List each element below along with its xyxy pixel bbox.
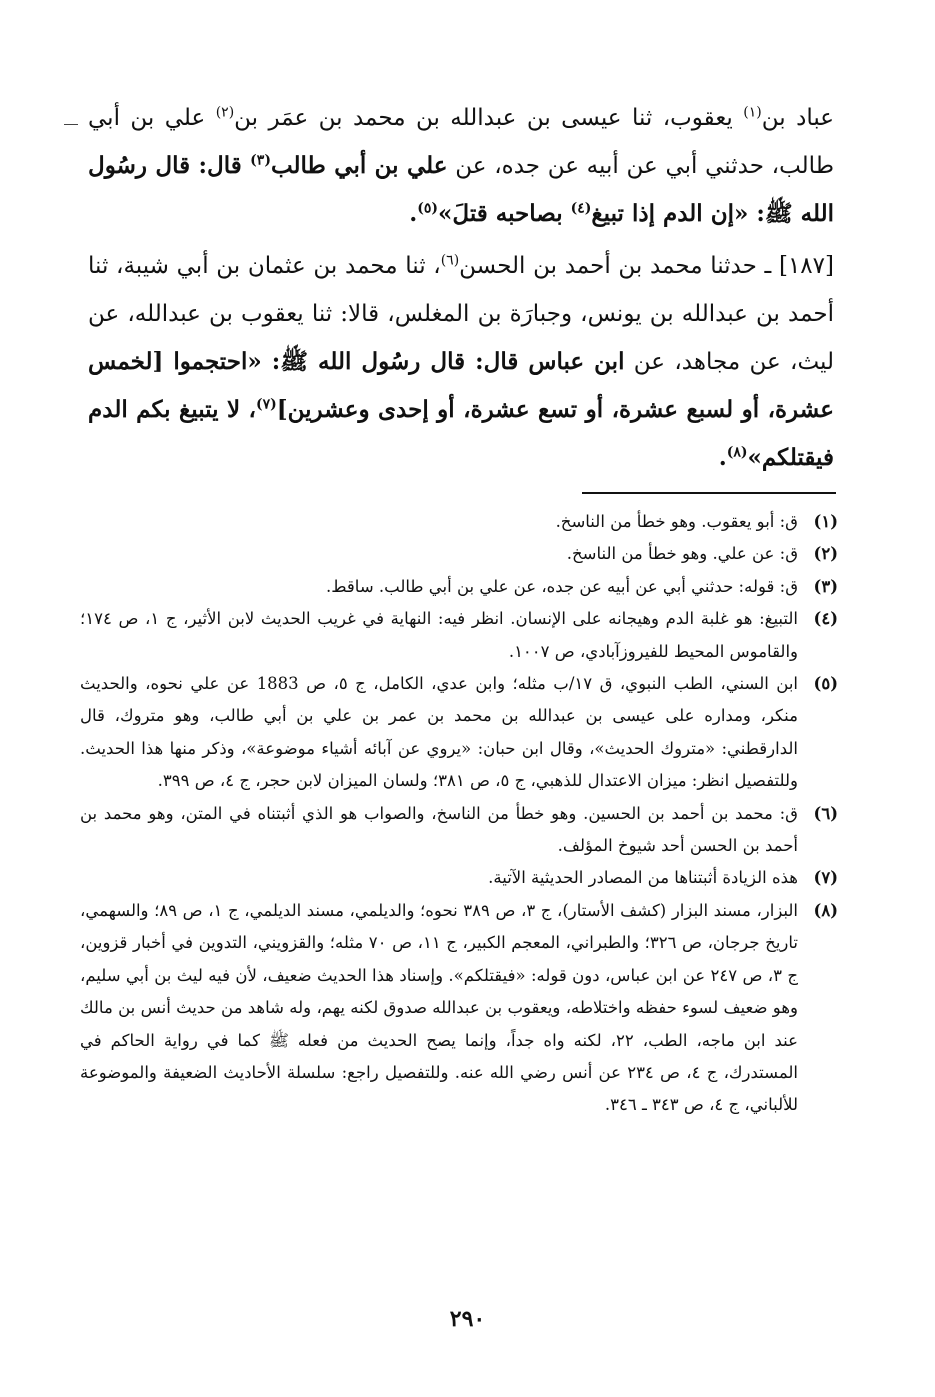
footnote-ref-3[interactable]: (٣) [250, 152, 271, 169]
footnote-ref-2[interactable]: (٢) [215, 104, 235, 121]
bold-hadith-text: ابن عباس قال: قال رسُول الله ﷺ: «احتجموا [لخمس عشرة، أو لسبع عشرة، أو تسع عشرة، أو إحدى وعشرين] [88, 348, 834, 423]
footnotes [80, 506, 838, 1122]
text-segment: [١٨٧] ـ حدثنا محمد بن أحمد بن الحسن [459, 253, 834, 279]
text-segment: عباد بن [761, 105, 834, 131]
text-segment: علي بن أبي طالب، حدثني أبي عن أبيه عن جده، عن [88, 105, 834, 179]
footnote-number: (٨) [813, 900, 838, 920]
text-segment: . [409, 200, 418, 227]
footnote-ref-6[interactable]: (٦) [440, 252, 460, 269]
footnote-ref-7[interactable]: (٧) [255, 396, 277, 413]
footnote-text: هذه الزيادة أثبتناها من المصادر الحديثية الآتية. [488, 868, 798, 888]
footnote-number: (٥) [813, 674, 838, 694]
footnote-number: (٤) [813, 609, 838, 629]
footnote-number: (٦) [813, 803, 838, 823]
main-text [88, 94, 834, 482]
page-number: ٢٩٠ [449, 1306, 486, 1332]
footnote-number: (٢) [813, 544, 838, 564]
footnote-item [80, 798, 838, 863]
footnote-text: البزار، مسند البزار (كشف الأستار)، ج ٣، ص ٣٨٩ نحوه؛ والديلمي، مسند الديلمي، ج ١، ص ٨٩؛ والسهمي، تاريخ جرجان، ص ٣٢٦؛ والطبراني، المعجم الكبير، ج ١١، ص ٧٠ مثله؛ والقزويني، التدوين في أخبار قزوين، ج ٣، ص ٢٤٧ عن ابن عباس، دون قوله: «فيقتلكم». وإسناد هذا الحديث ضعيف، لأن فيه ليث بن أبي سليم، وهو ضعيف لسوء حفظه واختلاطه، ويعقوب بن عبدالله صدوق لكنه يهم، وله شاهد من حديث أنس بن مالك عند ابن ماجه، الطب، ٢٢، لكنه واه جداً، وإنما يصح الحديث من فعله ﷺ كما في رواية الحاكم في المستدرك، ج ٤، ص ٢٣٤ عن أنس رضي الله عنه. وللتفصيل راجع: سلسلة الأحاديث الضعيفة والموضوعة للألباني، ج ٤، ص ٣٤٣ ـ ٣٤٦. [80, 900, 799, 1115]
footnote-separator [582, 492, 836, 494]
footnote-text: ق: محمد بن أحمد بن الحسين. وهو خطأ من الناسخ، والصواب هو الذي أثبتناه في المتن، وهو محمد بن أحمد بن الحسن أحد شيوخ المؤلف. [80, 803, 798, 856]
footnote-item [80, 603, 838, 668]
text-segment: . [718, 444, 727, 471]
footnote-item [80, 668, 838, 798]
hadith-paragraph-2 [88, 242, 834, 482]
footnote-ref-4[interactable]: (٤) [570, 200, 592, 217]
bold-hadith-text: بصاحبه قتلَ» [438, 200, 571, 227]
bold-narrator: علي بن أبي طالب [270, 152, 448, 179]
bold-hadith-text: قال: قال رسُول الله ﷺ: «إن الدم إذا تبيغ [88, 152, 834, 227]
footnote-number: (٧) [813, 868, 838, 888]
footnote-ref-8[interactable]: (٨) [726, 444, 748, 461]
footnote-item [80, 862, 838, 894]
footnote-text: ق: عن علي. وهو خطأ من الناسخ. [566, 544, 798, 564]
text-segment: يعقوب، ثنا عيسى بن عبدالله بن محمد بن عمَر بن [234, 105, 744, 131]
margin-mark [64, 124, 78, 125]
footnote-ref-5[interactable]: (٥) [417, 200, 439, 217]
footnote-item [80, 506, 838, 538]
footnote-item [80, 538, 838, 570]
footnote-text: التبيغ: هو غلبة الدم وهيجانه على الإنسان. انظر فيه: النهاية في غريب الحديث لابن الأثير، ج ١، ص ١٧٤؛ والقاموس المحيط للفيروزآبادي، ص ١٠٠٧. [80, 609, 798, 661]
footnote-text: ق: قوله: حدثني أبي عن أبيه عن جده، عن علي بن أبي طالب. ساقط. [326, 576, 798, 596]
footnote-text: ق: أبو يعقوب. وهو خطأ من الناسخ. [555, 512, 798, 531]
footnote-number: (٣) [813, 576, 838, 596]
footnote-item [80, 571, 838, 603]
text-segment: ، ثنا محمد بن عثمان بن أبي شيبة، ثنا أحمد بن عبدالله بن يونس، وجبارَة بن المغلس، قالا: ثنا يعقوب بن عبدالله، عن ليث، عن مجاهد، عن [88, 253, 835, 375]
hadith-paragraph-1 [88, 94, 834, 238]
footnote-item [80, 895, 838, 1122]
footnote-ref-1[interactable]: (١) [743, 104, 762, 121]
bold-hadith-text: ، لا يتبيغ بكم الدم فيقتلكم» [88, 396, 834, 471]
footnote-text: ابن السني، الطب النبوي، ق ١٧/ب مثله؛ وابن عدي، الكامل، ج ٥، ص 1883 عن علي نحوه، والحديث منكر، ومداره على عيسى بن عبدالله بن محمد بن عمر بن علي بن أبي طالب، وهو متروك، قال الدارقطني: «متروك الحديث»، وقال ابن حبان: «يروي عن آبائه أشياء موضوعة»، وذكر منها هذا الحديث. وللتفصيل انظر: ميزان الاعتدال للذهبي، ج ٥، ص ٣٨١؛ ولسان الميزان لابن حجر، ج ٤، ص ٣٩٩. [80, 674, 798, 791]
footnote-number: (١) [813, 512, 838, 531]
